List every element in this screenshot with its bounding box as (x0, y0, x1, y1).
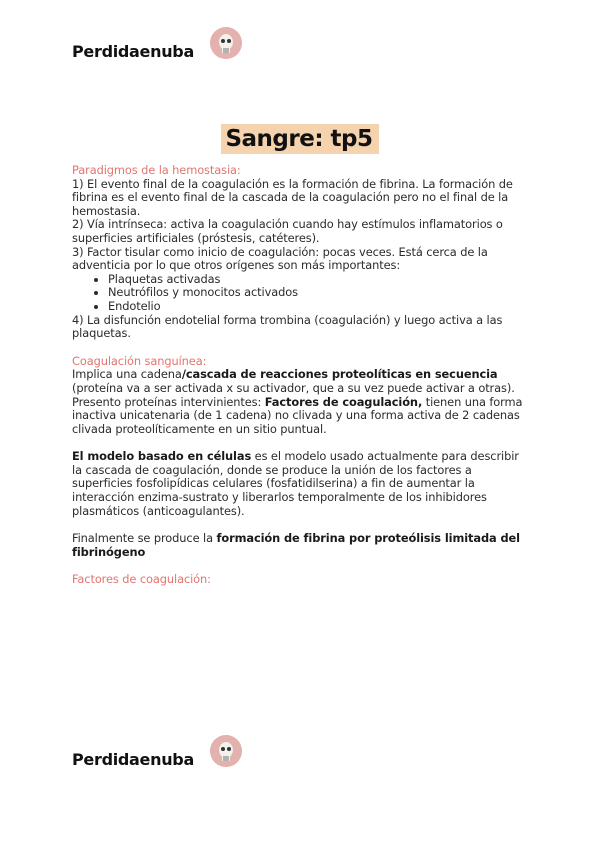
brand-name: Perdidaenuba (72, 750, 194, 769)
bold-run: Factores de coagulación, (264, 394, 423, 409)
text-run: es el modelo usado actualmente para describir la cascada de coagulación, donde se produce la unión de los factores a superficies fosfolipídicas celulares (fosfatidilserina) a fin de aumentar la interacción enzima-sustrato y liberarlos temporalmente de los inhibidores plasmáticos (anticoagulantes). (72, 449, 519, 518)
document-body (72, 164, 524, 587)
paragraph: 2) Vía intrínseca: activa la coagulación cuando hay estímulos inflamatorios o superficies artificiales (próstesis, catéteres). (72, 217, 503, 245)
avatar (210, 27, 242, 59)
section-heading-coagulacion: Coagulación sanguínea: (72, 353, 207, 368)
list-item: • Plaquetas activadas (108, 273, 524, 287)
title-wrap (0, 124, 600, 154)
text-run: Implica una cadena (72, 367, 182, 382)
section-heading-hemostasia: Paradigmos de la hemostasia: (72, 163, 241, 177)
list-item: • Endotelio (108, 300, 524, 314)
skull-icon (210, 735, 242, 767)
brand-name: Perdidaenuba (72, 42, 194, 61)
text-run: tienen una forma inactiva unicatenaria (de 1 cadena) no clivada y una forma activa de 2 cadenas clivada proteolíticamente en un sitio puntual. (72, 394, 523, 436)
list-item: • Neutrófilos y monocitos activados (108, 286, 524, 300)
bold-run: formación de fibrina por proteólisis limitada del fibrinógeno (72, 531, 520, 559)
paragraph: 4) La disfunción endotelial forma trombina (coagulación) y luego activa a las plaquetas. (72, 312, 503, 341)
paragraph: 3) Factor tisular como inicio de coagulación: pocas veces. Está cerca de la adventicia por lo que otros orígenes son más importantes: (72, 244, 488, 273)
text-run: Finalmente se produce la (72, 531, 217, 546)
bullet-list (72, 273, 524, 314)
paragraph (72, 368, 524, 436)
brand-header (72, 42, 242, 61)
skull-icon (210, 27, 242, 59)
page-title: Sangre: tp5 (221, 124, 378, 154)
text-run: (proteína va a ser activada x su activador, que a su vez puede activar a otras). Presento proteínas intervinientes: (72, 380, 515, 409)
bold-run: /cascada de reacciones proteolíticas en secuencia (181, 367, 498, 382)
section-heading-factores: Factores de coagulación: (72, 572, 211, 587)
paragraph (72, 532, 524, 559)
brand-footer (72, 750, 242, 769)
avatar (210, 735, 242, 767)
paragraph: 1) El evento final de la coagulación es la formación de fibrina. La formación de fibrina es el evento final de la cascada de la coagulación pero no el final de la hemostasia. (72, 176, 513, 218)
paragraph (72, 450, 524, 518)
bold-run: El modelo basado en células (72, 449, 252, 464)
